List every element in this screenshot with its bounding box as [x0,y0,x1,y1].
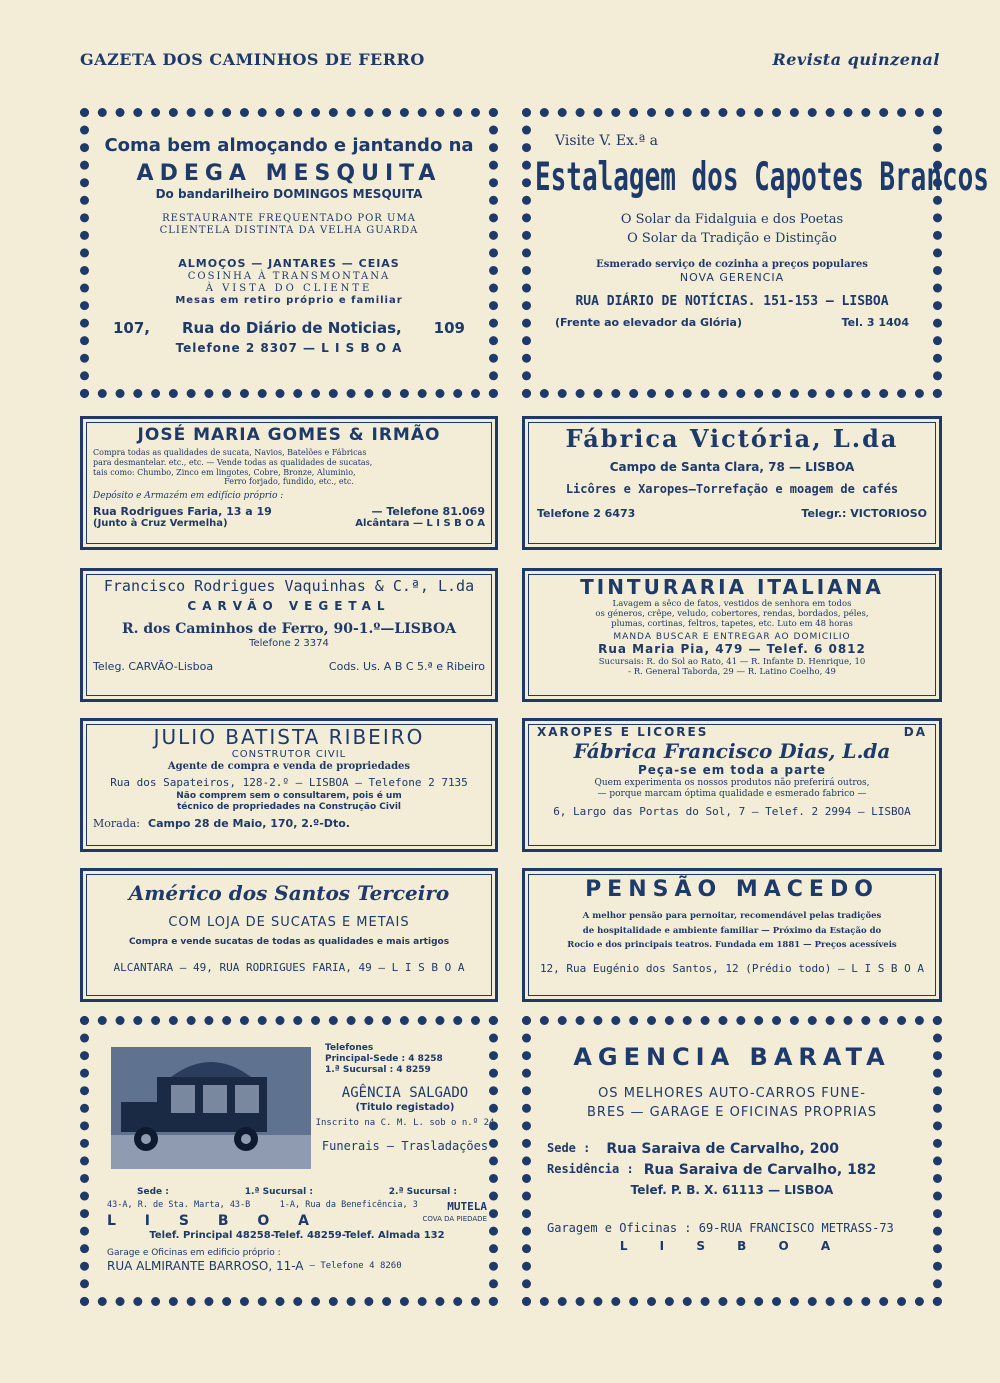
ad-residence [547,1162,917,1179]
ad-line: de hospitalidade e ambiente familiar — Próximo da Estação do [582,925,882,936]
ad-text: Rua Rodrigues Faria, 13 a 19 [93,504,272,518]
ad-line: Agente de compra e venda de propriedades [167,761,411,772]
ad-text: Teleg. CARVÃO-Lisboa [93,660,214,674]
ad-adega-mesquita [80,108,498,398]
ad-phone: Tel. 3 1404 [841,315,909,329]
ad-address: Rua dos Sapateiros, 128-2.º — LISBOA — Telefone 2 7135 [110,776,468,789]
ad-line: OS MELHORES AUTO-CARROS FUNE- [598,1085,866,1101]
ad-line: para desmantelar. etc., etc. — Vende todas as qualidades de sucatas, [93,457,373,467]
ad-headline: Fábrica Francisco Dias, L.da [573,739,891,764]
ad-line: Garagem e Oficinas : 69-RUA FRANCISCO METRASS-73 [547,1220,894,1235]
garage-address [107,1259,487,1273]
ad-headline: Fábrica Victória, L.da [565,424,899,453]
ad-text: DA [903,725,927,739]
branch-addresses [107,1200,487,1213]
ad-text: Alcântara — L I S B O A [355,517,485,529]
ad-text: (Junto à Cruz Vermelha) [93,517,228,529]
ad-text: Morada: [93,816,141,830]
ad-headline: Estalagem dos Capotes Brancos [535,155,989,201]
ad-line: RESTAURANTE FREQUENTADO POR UMA [162,213,416,225]
ad-address [93,505,485,518]
ad-line: Visite V. Ex.ª a [555,133,658,149]
ad-address: 6, Largo das Portas do Sol, 7 — Telef. 2 2994 — LISBOA [553,805,911,819]
ad-headline: ADEGA MESQUITA [136,160,442,186]
ad-phone: Telefone 2 8307 — L I S B O A [175,340,403,355]
ad-line: Inscrito na C. M. L. sob o n.º 24 [315,1117,495,1128]
ad-line: Telefones [325,1043,374,1053]
ad-jose-maria-gomes [80,416,498,550]
journal-subtitle: Revista quinzenal [772,50,940,69]
ad-text: Residência : [547,1161,634,1176]
ad-address-note [93,518,485,530]
ad-phone: Telef. P. B. X. 61113 — LISBOA [630,1182,834,1197]
ad-text: Sede : [547,1140,591,1155]
ad-line: À VISTA DO CLIENTE [205,282,373,294]
ad-address: ALCANTARA — 49, RUA RODRIGUES FARIA, 49 — L I S B O A [113,961,465,975]
ad-line: CONSTRUTOR CIVIL [231,749,347,760]
ad-line: NOVA GERENCIA [679,270,785,284]
ad-fabrica-francisco-dias [522,718,942,852]
ad-estalagem-capotes-brancos [522,108,989,398]
ad-line: Rocio e dos principais teatros. Fundada em 1881 — Preços acessíveis [567,939,897,950]
ad-text: Telegr.: VICTORIOSO [801,506,927,520]
ad-tinturaria-italiana [522,568,942,702]
ad-address [547,1141,917,1158]
ad-line: Funerais — Trasladações [321,1138,489,1153]
ad-phone: Telefone 2 6473 [537,506,636,520]
ad-headline: AGENCIA BARATA [573,1043,891,1071]
ad-text: Rua Saraiva de Carvalho, 182 [643,1161,877,1178]
ad-phone: 1.ª Sucursal : 4 8259 [325,1064,431,1075]
ad-address: RUA DIÁRIO DE NOTÍCIAS. 151-153 — LISBOA [575,294,889,310]
ad-headline: Francisco Rodrigues Vaquinhas & C.ª, L.da [103,577,475,595]
ad-line: Ferro forjado, fundido, etc., etc. [224,477,354,487]
ad-address: Rua Maria Pia, 479 — Telef. 6 0812 [598,642,866,657]
ad-text: 107, [113,318,151,337]
ad-line: L I S B O A [619,1239,845,1254]
ad-line: Mesas em retiro próprio e familiar [175,294,403,306]
ad-text: Campo 28 de Maio, 170, 2.º-Dto. [148,816,350,830]
ad-line: Não comprem sem o consultarem, pois é um [176,791,402,802]
ad-phone: — Telefone 4 8260 [309,1260,402,1271]
ad-headline: JOSÉ MARIA GOMES & IRMÃO [137,425,441,445]
ad-text: Cods. Us. A B C 5.ª e Ribeiro [328,660,485,674]
ad-top-line [537,725,927,739]
ad-julio-batista-ribeiro [80,718,498,852]
ad-fabrica-victoria [522,416,942,550]
ad-line: ALMOÇOS — JANTARES — CEIAS [178,257,400,271]
ad-line: Sucursais: R. do Sol ao Rato, 41 — R. Infante D. Henrique, 10 [598,656,866,667]
ad-line: Esmerado serviço de cozinha a preços populares [596,258,868,270]
ad-line: Garage e Oficinas em edificio próprio : [107,1247,281,1258]
hearse-image [111,1047,311,1169]
ad-text: 1.ª Sucursal : [244,1187,313,1197]
ad-line: Compra e vende sucatas de todas as qualidades e mais artigos [128,936,450,947]
ad-residence [93,817,485,830]
ad-line: os géneros, crêpe, veludo, cobertores, rendas, bordados, péles, [595,609,869,620]
ad-text: L I S B O A [107,1212,321,1229]
ad-headline: JULIO BATISTA RIBEIRO [153,725,425,749]
ad-phone: Telef. Principal 48258-Telef. 48259-Telef. Almada 132 [149,1229,445,1241]
ad-text: MUTELA [447,1199,487,1213]
ad-line: BRES — GARAGE E OFICINAS PROPRIAS [587,1105,877,1121]
ad-contact [93,660,485,673]
ad-agencia-salgado [80,1016,498,1306]
ad-line: COSINHA À TRANSMONTANA [187,270,391,282]
ad-line: Do bandarilheiro DOMINGOS MESQUITA [155,186,423,201]
journal-title: GAZETA DOS CAMINHOS DE FERRO [80,50,425,69]
ad-address: Campo de Santa Clara, 78 — LISBOA [609,459,855,474]
ad-text: Sede : [137,1187,169,1197]
ad-line: (Titulo registado) [355,1101,455,1113]
ad-line: Peça-se em toda a parte [637,763,826,778]
ad-line: - R. General Taborda, 29 — R. Latino Coelho, 49 [628,666,836,677]
ad-line: CLIENTELA DISTINTA DA VELHA GUARDA [159,225,419,237]
ad-line: CARVÃO VEGETAL [187,599,391,613]
ad-line: técnico de propriedades na Construção Civil [176,801,401,812]
ad-address [113,319,465,337]
ad-line: Compra todas as qualidades de sucata, Navios, Batelões e Fábricas [93,448,367,458]
hearse-photo [111,1047,311,1169]
branch-headers [107,1187,487,1198]
ad-text: Rua do Diário de Noticias, [181,318,402,337]
ad-phone: Telefone 2 3374 [249,638,329,650]
ad-phone: — Telefone 81.069 [371,504,485,518]
ad-text: 43-A, R. de Sta. Marta, 43-B [107,1199,251,1210]
ad-line: tais como: Chumbo, Zinco em lingotes, Cobre, Bronze, Aluminio, [93,467,356,477]
ad-line: — porque marcam óptima qualidade e esmerado fabrico — [597,788,867,799]
ad-phone: Principal-Sede : 4 8258 [325,1053,443,1064]
ad-text: 1-A, Rua da Beneficência, 3 [279,1199,418,1210]
ad-line: A melhor pensão para pernoitar, recomendável pelas tradições [582,911,882,922]
ad-text: (Frente ao elevador da Glória) [555,315,743,329]
branch-city-row [107,1213,487,1230]
ad-pensao-macedo [522,868,942,1002]
ad-text: 2.ª Sucursal : [388,1187,457,1197]
ad-line: MANDA BUSCAR E ENTREGAR AO DOMICILIO [613,631,851,642]
ad-line: Coma bem almoçando e jantando na [104,135,474,156]
ad-line: O Solar da Tradição e Distinção [627,231,837,247]
ad-line: Depósito e Armazém em edifício próprio : [93,490,284,501]
ad-line: plumas, cortinas, feltros, tapetes, etc. Luto em 48 horas [611,619,853,630]
ad-text: 109 [433,318,465,337]
ad-text: XAROPES E LICORES [537,725,709,739]
ad-headline: Américo dos Santos Terceiro [128,881,450,905]
ad-contact [537,507,927,520]
ad-line: O Solar da Fidalguia e dos Poetas [620,211,844,227]
ad-headline: AGÊNCIA SALGADO [341,1085,469,1101]
ad-headline: TINTURARIA ITALIANA [580,575,884,599]
ad-text: RUA ALMIRANTE BARROSO, 11-A [107,1258,304,1273]
ad-address-note [555,316,909,329]
ad-headline: PENSÃO MACEDO [585,877,879,902]
ad-text: COVA DA PIEDADE [422,1214,487,1223]
ad-line: COM LOJA DE SUCATAS E METAIS [168,915,410,930]
ad-address: R. dos Caminhos de Ferro, 90-1.º—LISBOA [121,621,457,638]
ad-address: 12, Rua Eugénio dos Santos, 12 (Prédio todo) — L I S B O A [539,961,925,975]
ad-line: Quem experimenta os nossos produtos não preferirá outros, [594,777,870,788]
ad-line: Lavagem a sêco de fatos, vestidos de senhora em todos [612,599,852,609]
ad-text: Rua Saraiva de Carvalho, 200 [606,1140,839,1157]
ad-agencia-barata [522,1016,942,1306]
ad-francisco-vaquinhas [80,568,498,702]
ad-line: Licôres e Xaropes—Torrefação e moagem de cafés [565,482,899,497]
ad-americo-santos-terceiro [80,868,498,1002]
